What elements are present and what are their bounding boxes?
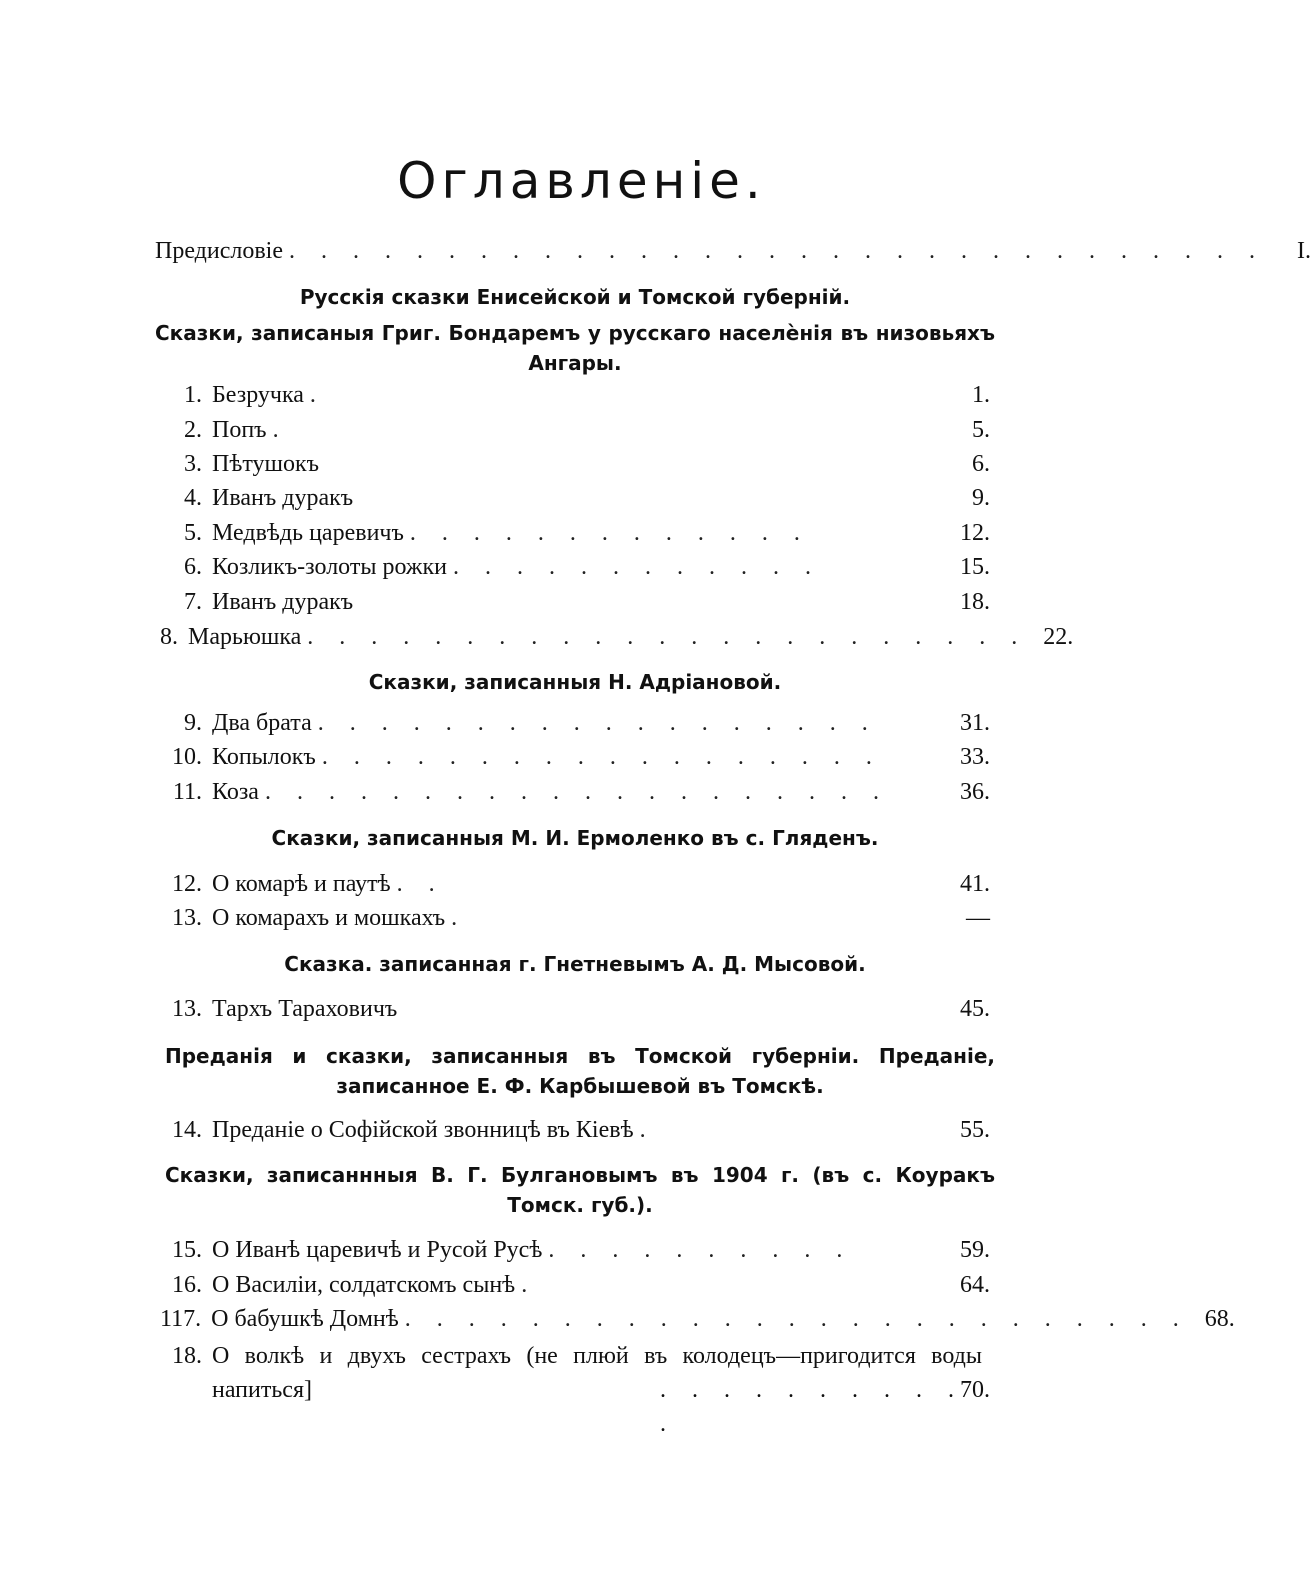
entry-number: 3. (184, 451, 202, 477)
entry-number: 9. (184, 710, 202, 736)
leader-dots: . . . . . . . . . . . . . . . . . . . . . . . . . . . . . . . (289, 238, 1266, 264)
entry-page: 1. (972, 382, 990, 408)
entry-page: 55. (960, 1117, 990, 1143)
entry-number: 10. (172, 744, 202, 770)
entry-label: О комарахъ и мошкахъ (212, 905, 446, 931)
section-heading: Сказки, записаныя Григ. Бондаремъ у русскаго населѐнія въ низовьяхъ Ангары. (155, 321, 995, 375)
toc-entry (160, 622, 1074, 652)
entry-page: 64. (960, 1272, 990, 1298)
toc-entry (160, 708, 990, 738)
entry-page: 41. (960, 871, 990, 897)
leader-dots: . . . . . . . . . . . . . . . . . . (321, 744, 882, 770)
entry-label: Два брата (212, 710, 312, 736)
toc-entry (160, 449, 990, 479)
section-heading: Сказки, записанныя Н. Адріановой. (368, 670, 782, 694)
leader-dots: . (272, 417, 289, 443)
leader-dots: . . . . . . . . . . . . (452, 554, 821, 580)
entry-label: Козликъ-золоты рожки (212, 554, 447, 580)
leader-dots: . . . . . . . . . . . (660, 1377, 964, 1437)
entry-number: 12. (172, 871, 202, 897)
toc-entry (160, 1270, 990, 1300)
toc-entry (160, 777, 990, 807)
entry-page: — (966, 905, 990, 931)
toc-entry (160, 1304, 1235, 1334)
toc-entry (160, 518, 990, 548)
leader-dots: . (451, 905, 468, 931)
entry-number: 1. (184, 382, 202, 408)
toc-entry (160, 903, 990, 933)
entry-label: Иванъ дуракъ (212, 589, 354, 615)
entry-number: 4. (184, 485, 202, 511)
entry-page: 18. (960, 589, 990, 615)
section-heading: Сказки, записанныя М. И. Ермоленко въ с. Гляденъ. (271, 826, 879, 850)
toc-entry (160, 994, 990, 1024)
entry-number: 117. (160, 1306, 202, 1332)
entry-number: 8. (160, 624, 178, 650)
entry-number: 7. (184, 589, 202, 615)
toc-entry (160, 869, 990, 899)
toc-entry (160, 552, 990, 582)
entry-label: Марьюшка (188, 624, 302, 650)
leader-dots: . (309, 382, 326, 408)
entry-label: О Иванѣ царевичѣ и Русой Русѣ (212, 1237, 543, 1263)
entry-page: 31. (960, 710, 990, 736)
leader-dots: . . . . . . . . . . . . . (409, 520, 810, 546)
toc-entry (160, 1339, 990, 1437)
entry-page: 6. (972, 451, 990, 477)
entry-label: Предисловіе (155, 238, 284, 264)
entry-label: Медвѣдь царевичъ (212, 520, 404, 546)
entry-number: 15. (172, 1237, 202, 1263)
leader-dots: . . (396, 871, 445, 897)
toc-entry (160, 587, 990, 617)
toc-entry (160, 483, 990, 513)
entry-number: 13. (172, 996, 202, 1022)
leader-dots: . . . . . . . . . . (548, 1237, 853, 1263)
section-heading: Сказка. записанная г. Гнетневымъ А. Д. Мысовой. (284, 952, 866, 976)
entry-number: 14. (172, 1117, 202, 1143)
entry-label: Пѣтушокъ (212, 451, 320, 477)
entry-page: 12. (960, 520, 990, 546)
entry-label: Преданіе о Софійской звонницѣ въ Кіевѣ (212, 1117, 634, 1143)
entry-page: I. (1297, 238, 1311, 264)
entry-page: 68. (1204, 1306, 1235, 1332)
entry-page: 33. (960, 744, 990, 770)
entry-page: 70. (960, 1377, 990, 1403)
entry-label: Иванъ дуракъ (212, 485, 354, 511)
entry-label: О комарѣ и паутѣ (212, 871, 391, 897)
section-heading: Русскія сказки Енисейской и Томской губерній. (299, 285, 851, 309)
page-title: Оглавленіе. (397, 152, 766, 210)
entry-page: 15. (960, 554, 990, 580)
toc-entry (160, 742, 990, 772)
entry-page: 36. (960, 779, 990, 805)
leader-dots: . (639, 1117, 656, 1143)
entry-label: Безручка (212, 382, 304, 408)
entry-page: 5. (972, 417, 990, 443)
entry-page: 22. (1043, 624, 1074, 650)
entry-page: 9. (972, 485, 990, 511)
toc-entry (160, 1115, 990, 1145)
leader-dots: . . . . . . . . . . . . . . . . . . (317, 710, 878, 736)
toc-entry (160, 1235, 990, 1265)
entry-number: 13. (172, 905, 202, 931)
leader-dots: . . . . . . . . . . . . . . . . . . . . (264, 779, 889, 805)
entry-label: Попъ (212, 417, 267, 443)
entry-page: 45. (960, 996, 990, 1022)
leader-dots: . . . . . . . . . . . . . . . . . . . . . . . (307, 624, 1028, 650)
entry-label: О бабушкѣ Домнѣ (211, 1306, 399, 1332)
toc-entry (160, 380, 990, 410)
section-heading: Преданія и сказки, записанныя въ Томской губерніи. Преданіе, записанное Е. Ф. Карбышевой въ Томскѣ. (165, 1044, 995, 1098)
leader-dots: . (521, 1272, 538, 1298)
entry-number: 11. (172, 779, 202, 805)
entry-label: Копылокъ (212, 744, 316, 770)
entry-page: 59. (960, 1237, 990, 1263)
entry-label: Тархъ Тараховичъ (212, 996, 398, 1022)
toc-entry (160, 415, 990, 445)
entry-number: 5. (184, 520, 202, 546)
entry-number: 6. (184, 554, 202, 580)
leader-dots: . . . . . . . . . . . . . . . . . . . . . . . . . (404, 1306, 1189, 1332)
entry-number: 2. (184, 417, 202, 443)
section-heading: Сказки, записаннныя В. Г. Булгановымъ въ 1904 г. (въ с. Коуракъ Томск. губ.). (165, 1163, 995, 1217)
entry-label: О волкѣ и двухъ сестрахъ (не плюй въ колодецъ—пригодится воды напиться] (212, 1343, 982, 1403)
entry-label: Коза (212, 779, 259, 805)
entry-number: 16. (172, 1272, 202, 1298)
entry-number: 18. (172, 1343, 202, 1369)
entry-label: О Василіи, солдатскомъ сынѣ (212, 1272, 516, 1298)
toc-entry-preface (155, 236, 1311, 266)
